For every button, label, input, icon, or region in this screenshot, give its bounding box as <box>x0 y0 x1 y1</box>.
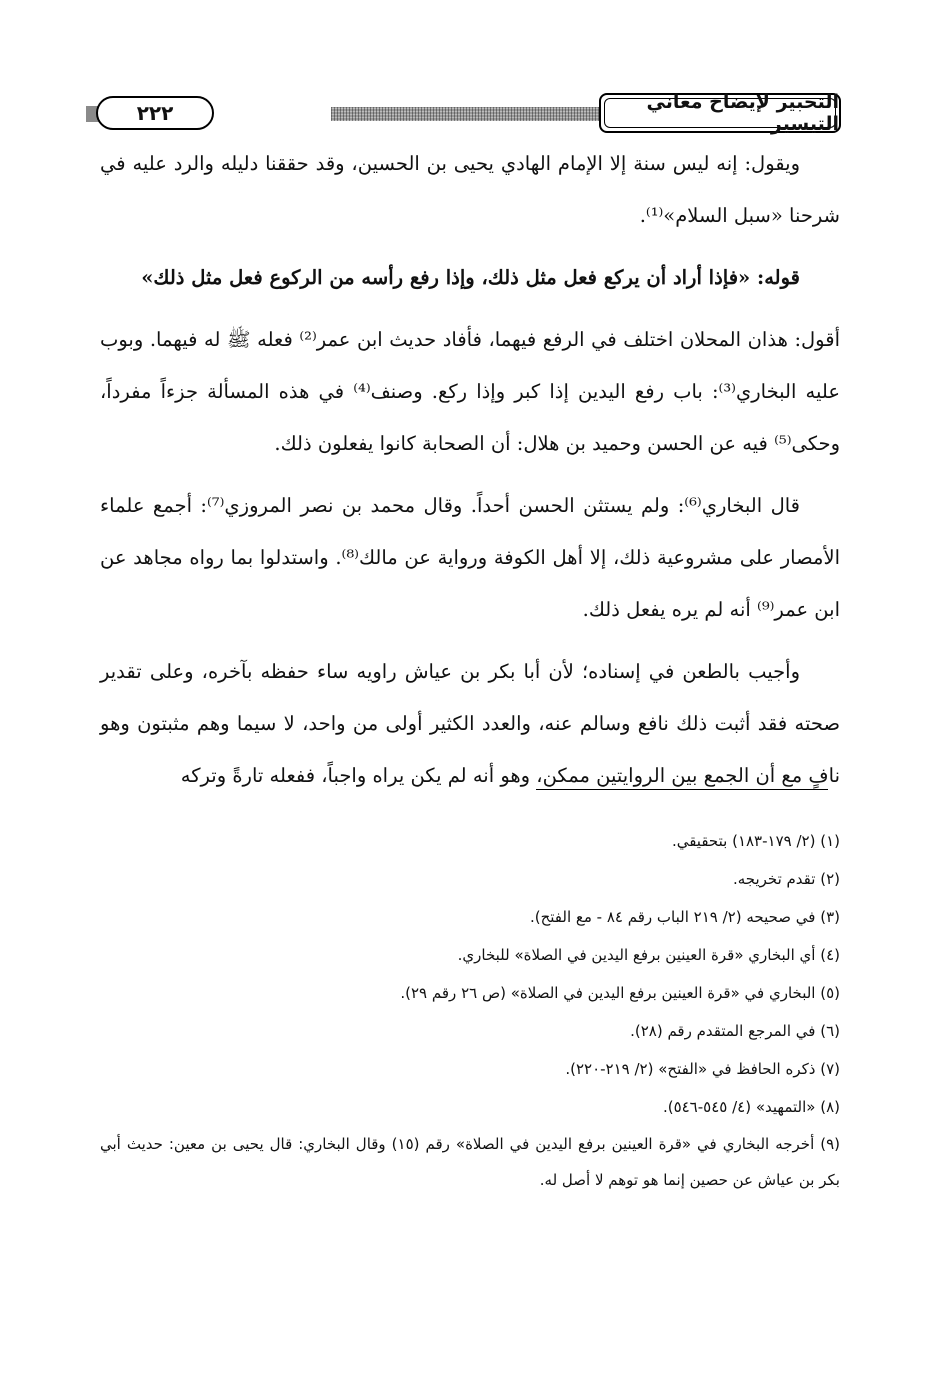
quoted-statement: قوله: «فإذا أراد أن يركع فعل مثل ذلك، وإذا رفع رأسه من الركوع فعل مثل ذلك» <box>141 266 800 289</box>
footnote-separator <box>536 789 828 790</box>
paragraph-response: وأجيب بالطعن في إسناده؛ لأن أبا بكر بن عياش راويه ساء حفظه بآخره، وعلى تقدير صحته فقد أثبت ذلك نافع وسالم عنه، والعدد الكثير أولى من واحد، لا سيما وهم مثبتون وهو نافٍ مع أن الجمع بين الروايتين ممكن، وهو أنه لم يكن يراه واجباً، ففعله تارةً وتركه <box>100 660 840 787</box>
paragraph-commentary: أقول: هذان المحلان اختلف في الرفع فيهما، فأفاد حديث ابن عمر⁽²⁾ فعله ﷺ له فيهما. وبوب عليه البخاري⁽³⁾: باب رفع اليدين إذا كبر وإذا ركع. وصنف⁽⁴⁾ في هذه المسألة جزءاً مفرداً، وحكى⁽⁵⁾ فيه عن الحسن وحميد بن هلال: أن الصحابة كانوا يفعلون ذلك. <box>100 328 840 455</box>
page-header <box>96 90 841 142</box>
footnote-1: (١) (٢/ ١٧٩-١٨٣) بتحقيقي. <box>671 832 840 850</box>
main-text <box>100 138 840 812</box>
footnote-5: (٥) البخاري في «قرة العينين برفع اليدين في الصلاة» (ص ٢٦ رقم ٢٩). <box>400 984 840 1002</box>
footnote-9: (٩) أخرجه البخاري في «قرة العينين برفع اليدين في الصلاة» رقم (١٥) وقال البخاري: قال يحيى بن معين: حديث أبي بكر بن عياش عن حصين إنما هو توهم لا أصل له. <box>100 1135 841 1189</box>
book-title: التحبير لإيضاح معاني التيسير <box>646 91 839 135</box>
page-number: ٢٢٢ <box>136 101 174 125</box>
paragraph-bukhari: قال البخاري⁽⁶⁾: ولم يستثن الحسن أحداً. وقال محمد بن نصر المروزي⁽⁷⁾: أجمع علماء الأمصار على مشروعية ذلك، إلا أهل الكوفة ورواية عن مالك⁽⁸⁾. واستدلوا بما رواه مجاهد عن ابن عمر⁽⁹⁾ أنه لم يره يفعل ذلك. <box>100 494 840 621</box>
footnote-7: (٧) ذكره الحافظ في «الفتح» (٢/ ٢١٩-٢٢٠). <box>565 1060 840 1078</box>
footnote-4: (٤) أي البخاري «قرة العينين برفع اليدين في الصلاة» للبخاري. <box>457 946 840 964</box>
footnotes <box>100 822 841 1189</box>
page-number-badge <box>96 96 214 130</box>
paragraph-1: ويقول: إنه ليس سنة إلا الإمام الهادي يحيى بن الحسين، وقد حققنا دليله والرد عليه في شرحنا «سبل السلام»⁽¹⁾. <box>100 152 840 227</box>
footnote-8: (٨) «التمهيد» (٤/ ٥٤٥-٥٤٦). <box>662 1098 840 1116</box>
book-title-box <box>599 93 841 133</box>
footnote-2: (٢) تقدم تخريجه. <box>732 870 840 888</box>
footnote-6: (٦) في المرجع المتقدم رقم (٢٨). <box>630 1022 840 1040</box>
footnote-3: (٣) في صحيحه (٢/ ٢١٩ الباب رقم ٨٤ - مع الفتح). <box>529 908 840 926</box>
